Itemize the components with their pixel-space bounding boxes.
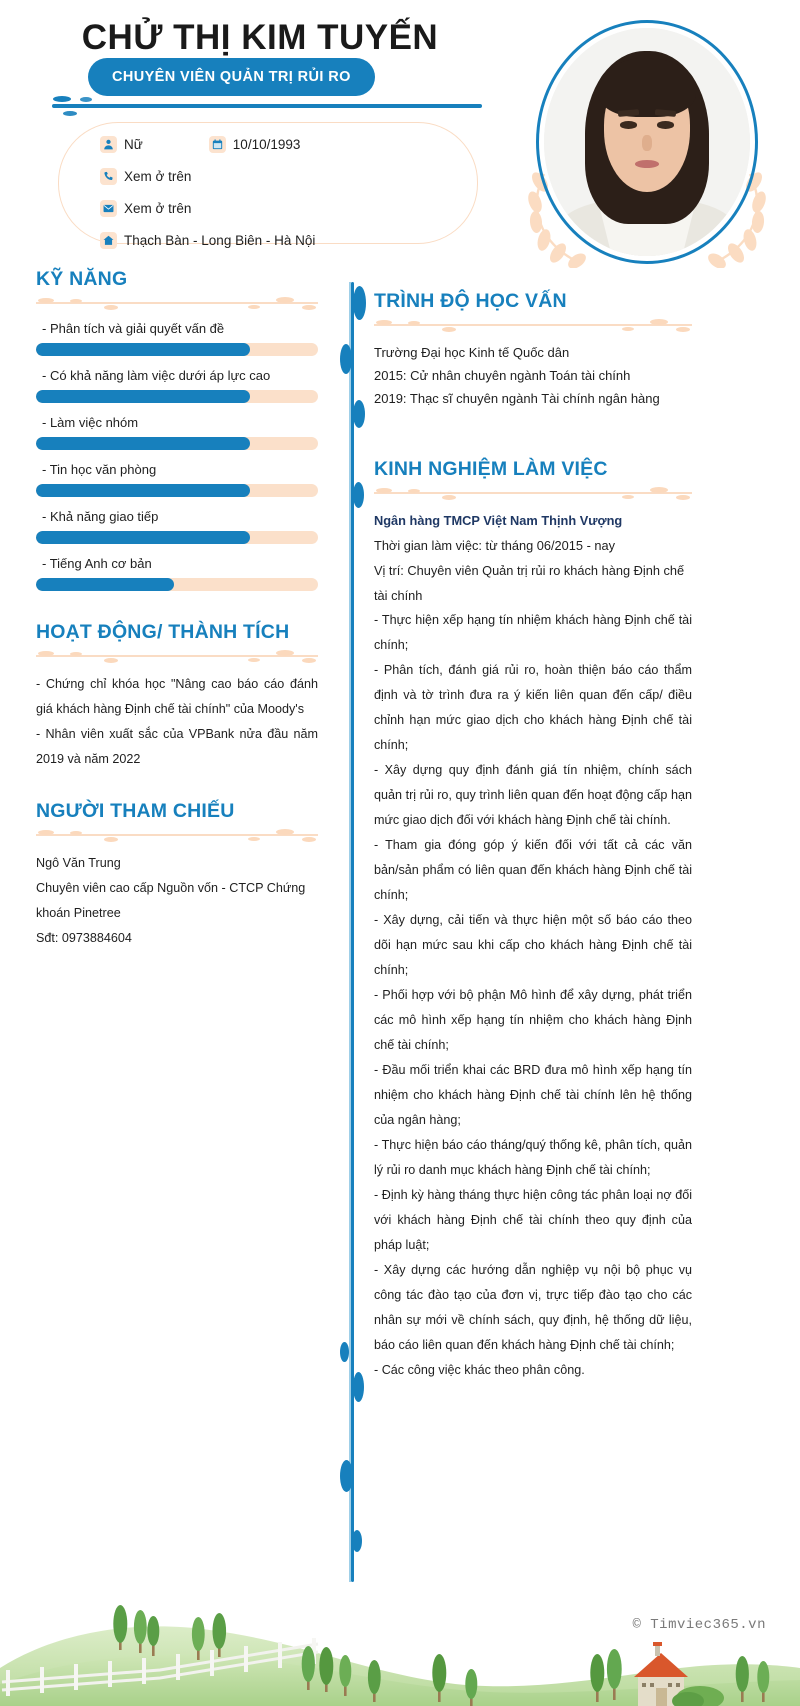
- skill-bar: [36, 531, 318, 544]
- contact-row-address: [100, 224, 480, 256]
- section-rule: [36, 650, 318, 662]
- experience-bullet: - Xây dựng, cải tiến và thực hiện một số báo cáo theo dõi hạn mức sau khi cấp cho khách hàng Định chế tài chính;: [374, 913, 692, 977]
- contact-birthday: [209, 136, 301, 153]
- experience-bullet: - Xây dựng quy định đánh giá tín nhiệm, chính sách quản trị rủi ro, quy trình liên quan đến hoạt động cấp hạn mức giao dịch đối với khách hàng Định chế tài chính.: [374, 763, 692, 827]
- home-icon: [100, 232, 117, 249]
- experience-bullet: - Định kỳ hàng tháng thực hiện công tác phân loại nợ đối với khách hàng Định chế tài chính theo quy định của pháp luật;: [374, 1188, 692, 1252]
- skill-bar: [36, 390, 318, 403]
- education-line: 2019: Thạc sĩ chuyên ngành Tài chính ngân hàng: [374, 391, 660, 406]
- experience-bullet: - Thực hiện báo cáo tháng/quý thống kê, phân tích, quản lý rủi ro danh mục khách hàng Định chế tài chính;: [374, 1138, 692, 1177]
- education-line: Trường Đại học Kinh tế Quốc dân: [374, 345, 570, 360]
- skill-bar-fill: [36, 531, 250, 544]
- section-rule: [374, 319, 692, 331]
- watermark: © Timviec365.vn: [632, 1617, 766, 1633]
- skill-bar: [36, 437, 318, 450]
- activities-list: [36, 672, 318, 772]
- experience-bullet: - Tham gia đóng góp ý kiến đối với tất cả các văn bản/sản phẩm có liên quan đến khách hàng Định chế tài chính;: [374, 838, 692, 902]
- skill-bar-fill: [36, 437, 250, 450]
- contact-phone: [100, 168, 191, 185]
- employment-position: Vị trí: Chuyên viên Quản trị rủi ro khách hàng Định chế tài chính: [374, 563, 685, 603]
- education-list: [374, 341, 692, 410]
- education-line: 2015: Cử nhân chuyên ngành Toán tài chính: [374, 368, 631, 383]
- contact-gender: [100, 136, 143, 153]
- left-column: [36, 268, 318, 951]
- calendar-icon: [209, 136, 226, 153]
- reference-line: Ngô Văn Trung: [36, 856, 121, 870]
- section-references: [36, 800, 318, 951]
- skill-label: - Có khả năng làm việc dưới áp lực cao: [42, 368, 271, 383]
- skill-label: - Phân tích và giải quyết vấn đề: [42, 321, 225, 336]
- section-education: [374, 290, 692, 410]
- references-title: NGƯỜI THAM CHIẾU: [36, 800, 235, 822]
- person-icon: [100, 136, 117, 153]
- experience-bullet: - Phân tích, đánh giá rủi ro, hoàn thiện báo cáo thẩm định và tờ trình đưa ra ý kiến liên quan đến cấp/ điều chỉnh hạn mức giao dịch cho khách hàng Định chế tài chính;: [374, 663, 692, 752]
- contact-birthday-value: 10/10/1993: [232, 136, 301, 152]
- experience-bullet: - Đầu mối triển khai các BRD đưa mô hình xếp hạng tín nhiệm cho khách hàng Định chế tài chính lên hệ thống của ngân hàng;: [374, 1063, 692, 1127]
- contact-row-email: [100, 192, 480, 224]
- header-rule: [52, 104, 482, 108]
- phone-icon: [100, 168, 117, 185]
- skill-bar-fill: [36, 484, 250, 497]
- avatar-ring: [536, 20, 758, 264]
- experience-bullet: - Thực hiện xếp hạng tín nhiệm khách hàng Định chế tài chính;: [374, 613, 692, 652]
- right-column: [374, 268, 692, 1383]
- skill-bar-fill: [36, 578, 174, 591]
- page-title: CHỬ THỊ KIM TUYẾN: [81, 18, 439, 57]
- experience-bullets: [374, 608, 692, 1383]
- skill-label: - Tin học văn phòng: [42, 462, 157, 477]
- experience-bullet: - Phối hợp với bộ phận Mô hình để xây dựng, phát triển các mô hình xếp hạng tín nhiệm cho khách hàng Định chế tài chính;: [374, 988, 692, 1052]
- contact-row-phone: [100, 160, 480, 192]
- references-list: [36, 851, 318, 951]
- skill-bar: [36, 343, 318, 356]
- job-title-badge: CHUYÊN VIÊN QUẢN TRỊ RỦI RO: [88, 58, 375, 96]
- column-divider: [340, 282, 366, 1582]
- reference-line: Chuyên viên cao cấp Nguồn vốn - CTCP Chứng khoán Pinetree: [36, 881, 306, 920]
- contact-email: [100, 200, 191, 217]
- contact-email-value: Xem ở trên: [124, 200, 192, 216]
- skill-bar: [36, 578, 318, 591]
- reference-line: Sđt: 0973884604: [36, 931, 132, 945]
- activity-line: - Chứng chỉ khóa học "Nâng cao báo cáo đánh giá khách hàng Định chế tài chính" của Moody's: [36, 677, 318, 716]
- avatar: [536, 20, 758, 264]
- skills-list: [36, 321, 318, 591]
- experience-bullet: - Xây dựng các hướng dẫn nghiệp vụ nội bộ phục vụ công tác đào tạo của đơn vị, trực tiếp đào tạo cho các nhân sự mới về chính sách, quy định, hệ thống dữ liệu, báo cáo liên quan đến khách hàng Định chế tài chính;: [374, 1263, 692, 1352]
- header-dot-decoration: [80, 97, 92, 102]
- section-activities: [36, 621, 318, 772]
- footer-landscape: [0, 1596, 800, 1706]
- education-title: TRÌNH ĐỘ HỌC VẤN: [374, 290, 567, 312]
- contact-address: [100, 232, 315, 249]
- skill-label: - Khả năng giao tiếp: [42, 509, 159, 524]
- contact-phone-value: Xem ở trên: [124, 168, 192, 184]
- skill-label: - Làm việc nhóm: [42, 415, 139, 430]
- skill-bar-fill: [36, 390, 250, 403]
- section-skills: [36, 268, 318, 591]
- skills-title: KỸ NĂNG: [36, 268, 128, 290]
- header-dot-decoration: [63, 111, 77, 116]
- landscape-illustration: [0, 1596, 800, 1706]
- experience-bullet: - Các công việc khác theo phân công.: [374, 1363, 585, 1377]
- section-rule: [36, 297, 318, 309]
- employment-period: Thời gian làm việc: từ tháng 06/2015 - nay: [374, 538, 616, 553]
- experience-title: KINH NGHIỆM LÀM VIỆC: [374, 458, 608, 480]
- contact-gender-value: Nữ: [124, 136, 143, 152]
- skill-bar: [36, 484, 318, 497]
- cv-header: [0, 0, 800, 268]
- skill-bar-fill: [36, 343, 250, 356]
- mail-icon: [100, 200, 117, 217]
- contact-address-value: Thạch Bàn - Long Biên - Hà Nội: [124, 232, 316, 248]
- skill-label: - Tiếng Anh cơ bản: [42, 556, 152, 571]
- section-rule: [36, 829, 318, 841]
- activities-title: HOẠT ĐỘNG/ THÀNH TÍCH: [36, 621, 290, 643]
- section-experience: [374, 458, 692, 1383]
- header-dot-decoration: [53, 96, 71, 102]
- employer-name: Ngân hàng TMCP Việt Nam Thịnh Vượng: [374, 513, 623, 528]
- activity-line: - Nhân viên xuất sắc của VPBank nửa đầu năm 2019 và năm 2022: [36, 727, 318, 766]
- contact-info-list: [100, 128, 480, 256]
- section-rule: [374, 487, 692, 499]
- contact-row-personal: [100, 128, 480, 160]
